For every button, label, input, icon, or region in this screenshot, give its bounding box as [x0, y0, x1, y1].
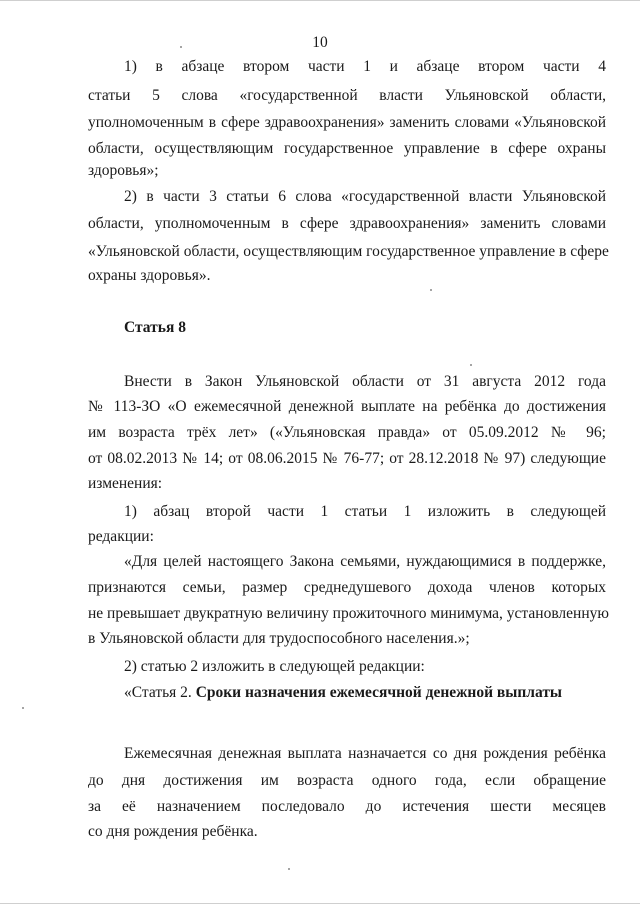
text-line: от 08.02.2013 № 14; от 08.06.2015 № 76-77; от 28.12.2018 № 97) следующие — [88, 450, 606, 467]
text-line: изменения: — [88, 475, 163, 492]
text-line: Внести в Закон Ульяновской области от 31 августа 2012 года — [124, 373, 606, 390]
text-line: 2) в части 3 статьи 6 слова «государственной власти Ульяновской — [124, 188, 606, 205]
quoted-article-title: Сроки назначения ежемесячной денежной выплаты — [195, 684, 563, 701]
text-line: признаются семьи, размер среднедушевого дохода членов которых — [88, 579, 606, 596]
page-number: 10 — [312, 34, 328, 51]
text-line: «Для целей настоящего Закона семьями, нуждающимися в поддержке, — [124, 553, 606, 570]
text-line: за её назначением последовало до истечения шести месяцев — [88, 798, 606, 815]
text-line: области, осуществляющим государственное управление в сфере охраны — [88, 140, 606, 157]
quoted-article-label: «Статья 2. — [124, 684, 196, 701]
text-line: 1) в абзаце втором части 1 и абзаце втором части 4 — [124, 58, 606, 75]
text-line: уполномоченным в сфере здравоохранения» заменить словами «Ульяновской — [88, 114, 606, 131]
text-line: области, уполномоченным в сфере здравоохранения» заменить словами — [88, 215, 606, 232]
scan-speck — [288, 868, 290, 870]
scan-edge — [0, 903, 640, 904]
article-heading: Статья 8 — [124, 319, 186, 336]
text-line — [124, 683, 606, 703]
text-line: им возраста трёх лет» («Ульяновская правда» от 05.09.2012 № 96; — [88, 424, 606, 441]
text-line: не превышает двукратную величину прожиточного минимума, установленную — [88, 605, 609, 622]
text-line: охраны здоровья». — [88, 267, 211, 284]
text-line: здоровья»; — [88, 162, 159, 179]
text-line: «Ульяновской области, осуществляющим государственное управление в сфере — [88, 243, 609, 260]
text-line: 1) абзац второй части 1 статьи 1 изложить в следующей — [124, 503, 606, 520]
text-line: статьи 5 слова «государственной власти Ульяновской области, — [88, 87, 606, 104]
text-line: Ежемесячная денежная выплата назначается со дня рождения ребёнка — [124, 745, 606, 762]
text-line: 2) статью 2 изложить в следующей редакции: — [124, 658, 425, 675]
text-line: до дня достижения им возраста одного года, если обращение — [88, 772, 606, 789]
scan-speck — [180, 46, 182, 48]
text-line: № 113-ЗО «О ежемесячной денежной выплате на ребёнка до достижения — [88, 398, 606, 415]
scan-edge — [0, 0, 640, 1]
text-line: в Ульяновской области для трудоспособного населения.»; — [88, 630, 470, 647]
scan-speck — [430, 289, 432, 291]
scan-speck — [22, 707, 24, 709]
scan-speck — [470, 364, 472, 366]
text-line: редакции: — [88, 528, 154, 545]
text-line: со дня рождения ребёнка. — [88, 823, 258, 840]
